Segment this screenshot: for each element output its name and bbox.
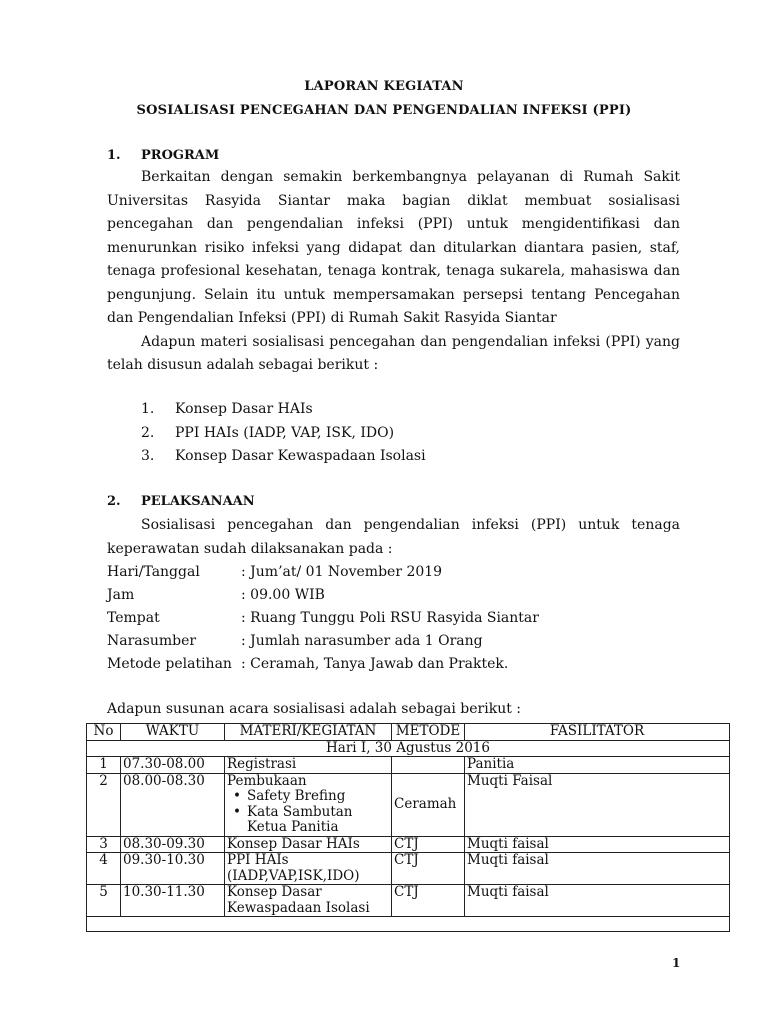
report-title: LAPORAN KEGIATAN [304,79,464,94]
section2-number: 2. [107,494,121,509]
empty-row [87,917,730,932]
table-row: 1 07.30-08.00 Registrasi Panitia [87,757,730,774]
table-header-row [87,724,730,741]
bullet-item: • Safety Brefing [247,789,389,805]
header-fasilitator: FASILITATOR [465,724,730,741]
list-item: 2. PPI HAIs (IADP, VAP, ISK, IDO) [141,425,395,441]
page-number: 1 [672,956,681,970]
table-row: 3 08.30-09.30 Konsep Dasar HAIs CTJ Muqti faisal [87,836,730,853]
header-no: No [87,724,121,741]
schedule-intro: Adapun susunan acara sosialisasi adalah sebagai berikut : [107,701,522,717]
section1-paragraph1: Berkaitan dengan semakin berkembangnya pelayanan di Rumah Sakit Universitas Rasyida Siantar maka bagian diklat membuat sosialisasi pencegahan dan pengendalian infeksi (PPI) untuk mengidentifikasi dan menurunkan risiko infeksi yang didapat dan ditularkan diantara pasien, staf, tenaga profesional kesehatan, tenaga kontrak, tenaga sukarela, mahasiswa dan pengunjung. Selain itu untuk mempersamakan persepsi tentang Pencegahan dan Pengendalian Infeksi (PPI) di Rumah Sakit Rasyida Siantar [107,169,680,326]
info-row-method: Metode pelatihan : Ceramah, Tanya Jawab dan Praktek. [107,656,509,672]
section1-body [107,166,680,378]
materi-cell: Pembukaan • Safety Brefing • Kata Sambutan Ketua Panitia [225,773,392,836]
section1-heading: PROGRAM [141,148,220,163]
info-row-date: Hari/Tanggal : Jum’at/ 01 November 2019 [107,564,443,580]
list-item: 1. Konsep Dasar HAIs [141,401,313,417]
info-row-speaker: Narasumber : Jumlah narasumber ada 1 Orang [107,633,483,649]
info-row-time: Jam : 09.00 WIB [107,587,325,603]
list-item: 3. Konsep Dasar Kewaspadaan Isolasi [141,448,426,464]
bullet-list [227,789,389,836]
info-row-place: Tempat : Ruang Tunggu Poli RSU Rasyida Siantar [107,610,539,626]
table-row: 5 10.30-11.30 Konsep Dasar Kewaspadaan Isolasi CTJ Muqti faisal [87,885,730,917]
day-row: Hari I, 30 Agustus 2016 [87,740,730,757]
bullet-item: • Kata Sambutan Ketua Panitia [247,805,389,836]
header-metode: METODE [392,724,465,741]
table-row: 2 08.00-08.30 Pembukaan • Safety Brefing • Kata Sambutan Ketua Panitia Ceramah Muqti Faisal [87,773,730,836]
table-row: 4 09.30-10.30 PPI HAIs (IADP,VAP,ISK,IDO) CTJ Muqti faisal [87,853,730,885]
section2-paragraph1: Sosialisasi pencegahan dan pengendalian infeksi (PPI) untuk tenaga keperawatan sudah dilaksanakan pada : [107,517,680,557]
section1-paragraph2: Adapun materi sosialisasi pencegahan dan pengendalian infeksi (PPI) yang telah disusun adalah sebagai berikut : [107,333,680,373]
header-waktu: WAKTU [121,724,225,741]
header-materi: MATERI/KEGIATAN [225,724,392,741]
section2-heading: PELAKSANAAN [141,494,255,509]
report-subtitle: SOSIALISASI PENCEGAHAN DAN PENGENDALIAN INFEKSI (PPI) [136,103,632,118]
schedule-table [86,723,730,932]
section1-number: 1. [107,148,121,163]
